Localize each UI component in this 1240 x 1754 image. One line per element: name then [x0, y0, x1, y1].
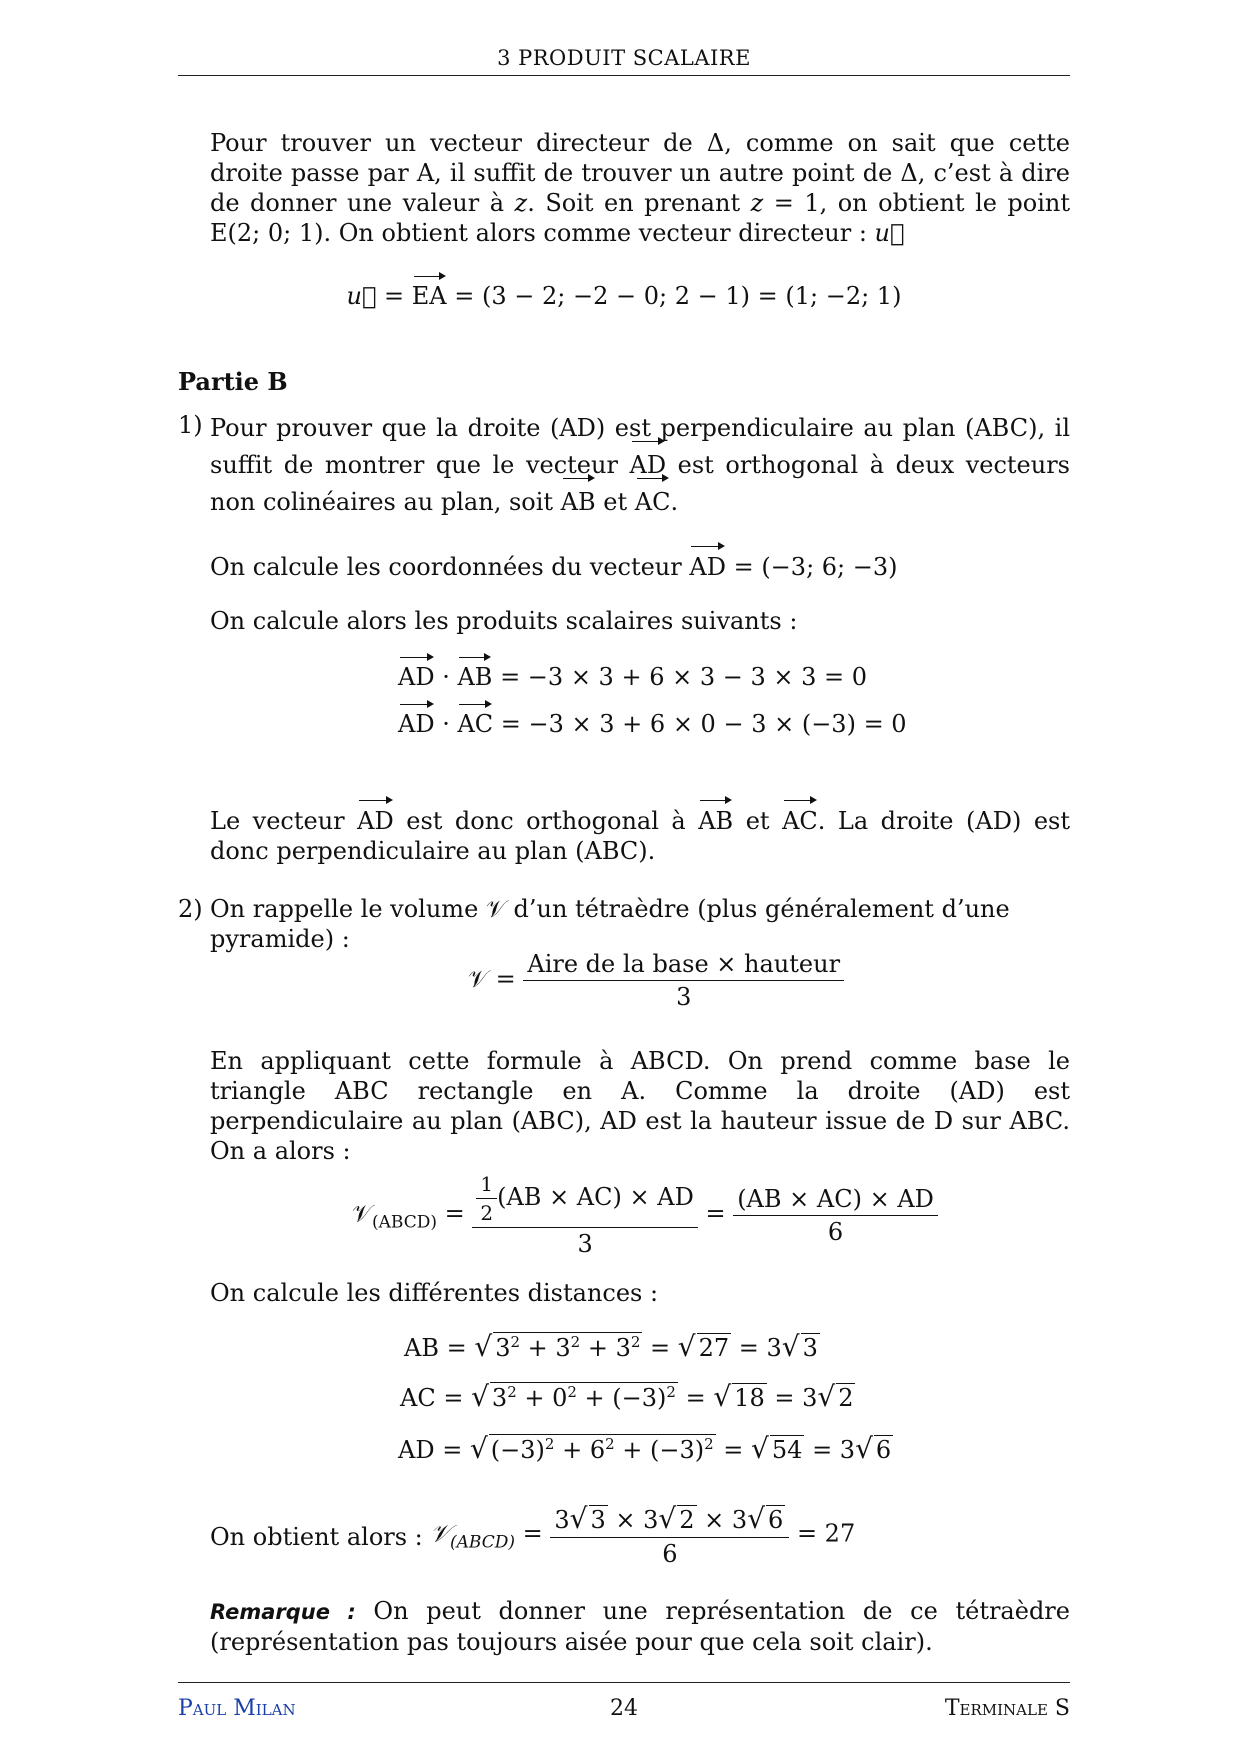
distances-intro: On calcule les différentes distances :	[210, 1279, 659, 1307]
question-1-number: 1)	[178, 411, 203, 439]
apply-paragraph: En appliquant cette formule à ABCD. On prend comme base le triangle ABC rectangle en A. Comme la droite (AD) est perpendiculaire au plan (ABC), AD est la hauteur issue de D sur ABC. On a alors :	[210, 1047, 1070, 1165]
running-header: 3 PRODUIT SCALAIRE	[497, 46, 751, 70]
distance-ad: AD = √ $(-3)^2 + 6^2 + (-3)^2$ = √ 54 = 3√ 6	[398, 1432, 892, 1465]
question-2-text: On rappelle le volume 𝒱 d’un tétraèdre (plus généralement d’une pyramide) :	[210, 895, 1010, 953]
result-label: On obtient alors :	[210, 1523, 423, 1551]
header-rule	[178, 75, 1070, 76]
footer-author: Paul Milan	[178, 1696, 296, 1721]
result-equation: 𝒱$_{(ABCD)}$ = $\frac{3√ 3 \times 3√ 2 \times 3√ 6}{6}$ = 27	[430, 1502, 856, 1568]
scalar-eq-2: AD · AC = −3 × 3 + 6 × 0 − 3 × (−3) = 0	[398, 710, 907, 738]
distance-ac: AC = √ $3^2 + 0^2 + (-3)^2$ = √ 18 = 3√ 2	[400, 1380, 854, 1413]
remark-label: Remarque :	[210, 1600, 356, 1624]
q1-conclusion: Le vecteur AD est donc orthogonal à AB et AC . La droite (AD) est donc perpendiculaire au plan (ABC).	[210, 806, 1070, 866]
scalar-eq-1: AD · AB = −3 × 3 + 6 × 3 − 3 × 3 = 0	[398, 663, 867, 691]
question-2-number: 2)	[178, 895, 203, 923]
scalar-intro: On calcule alors les produits scalaires suivants :	[210, 607, 798, 635]
volume-formula: 𝒱 = $\frac{\text{Aire de la base × hauteur}}{3}$	[468, 950, 844, 1011]
distance-ab: AB = √ $3^2 + 3^2 + 3^2$ = √ 27 = 3√ 3	[404, 1330, 818, 1363]
remark	[210, 1596, 1070, 1657]
footer-rule	[178, 1682, 1070, 1683]
volume-abcd-equation: 𝒱$_{(ABCD)}$ = $\frac{1}{2}$ (AB × AC) × AD 3 = $\frac{(AB \times AC) \times AD}{6}$	[352, 1172, 938, 1258]
footer-level: Terminale S	[944, 1696, 1070, 1721]
coords-line: On calcule les coordonnées du vecteur AD = (−3; 6; −3)	[210, 552, 898, 582]
remark-text: On peut donner une représentation de ce tétraèdre (représentation pas toujours aisée pour que cela soit clair).	[210, 1597, 1070, 1656]
question-1-text: Pour prouver que la droite (AD) est perpendiculaire au plan (ABC), il suffit de montrer que le vecteur AD est orthogonal à deux vecteurs non colinéaires au plan, soit AB et AC .	[210, 414, 1071, 516]
equation-u: u⃗ = EA = (3 − 2; −2 − 0; 2 − 1) = (1; −2; 1)	[178, 282, 1070, 310]
intro-paragraph: Pour trouver un vecteur directeur de Δ, comme on sait que cette droite passe par A, il suffit de trouver un autre point de Δ, c’est à dire de donner une valeur à z. Soit en prenant z = 1, on obtient le point E(2; 0; 1). On obtient alors comme vecteur directeur : u⃗	[210, 129, 1071, 247]
page-number: 24	[610, 1696, 638, 1721]
section-title: Partie B	[178, 367, 288, 396]
